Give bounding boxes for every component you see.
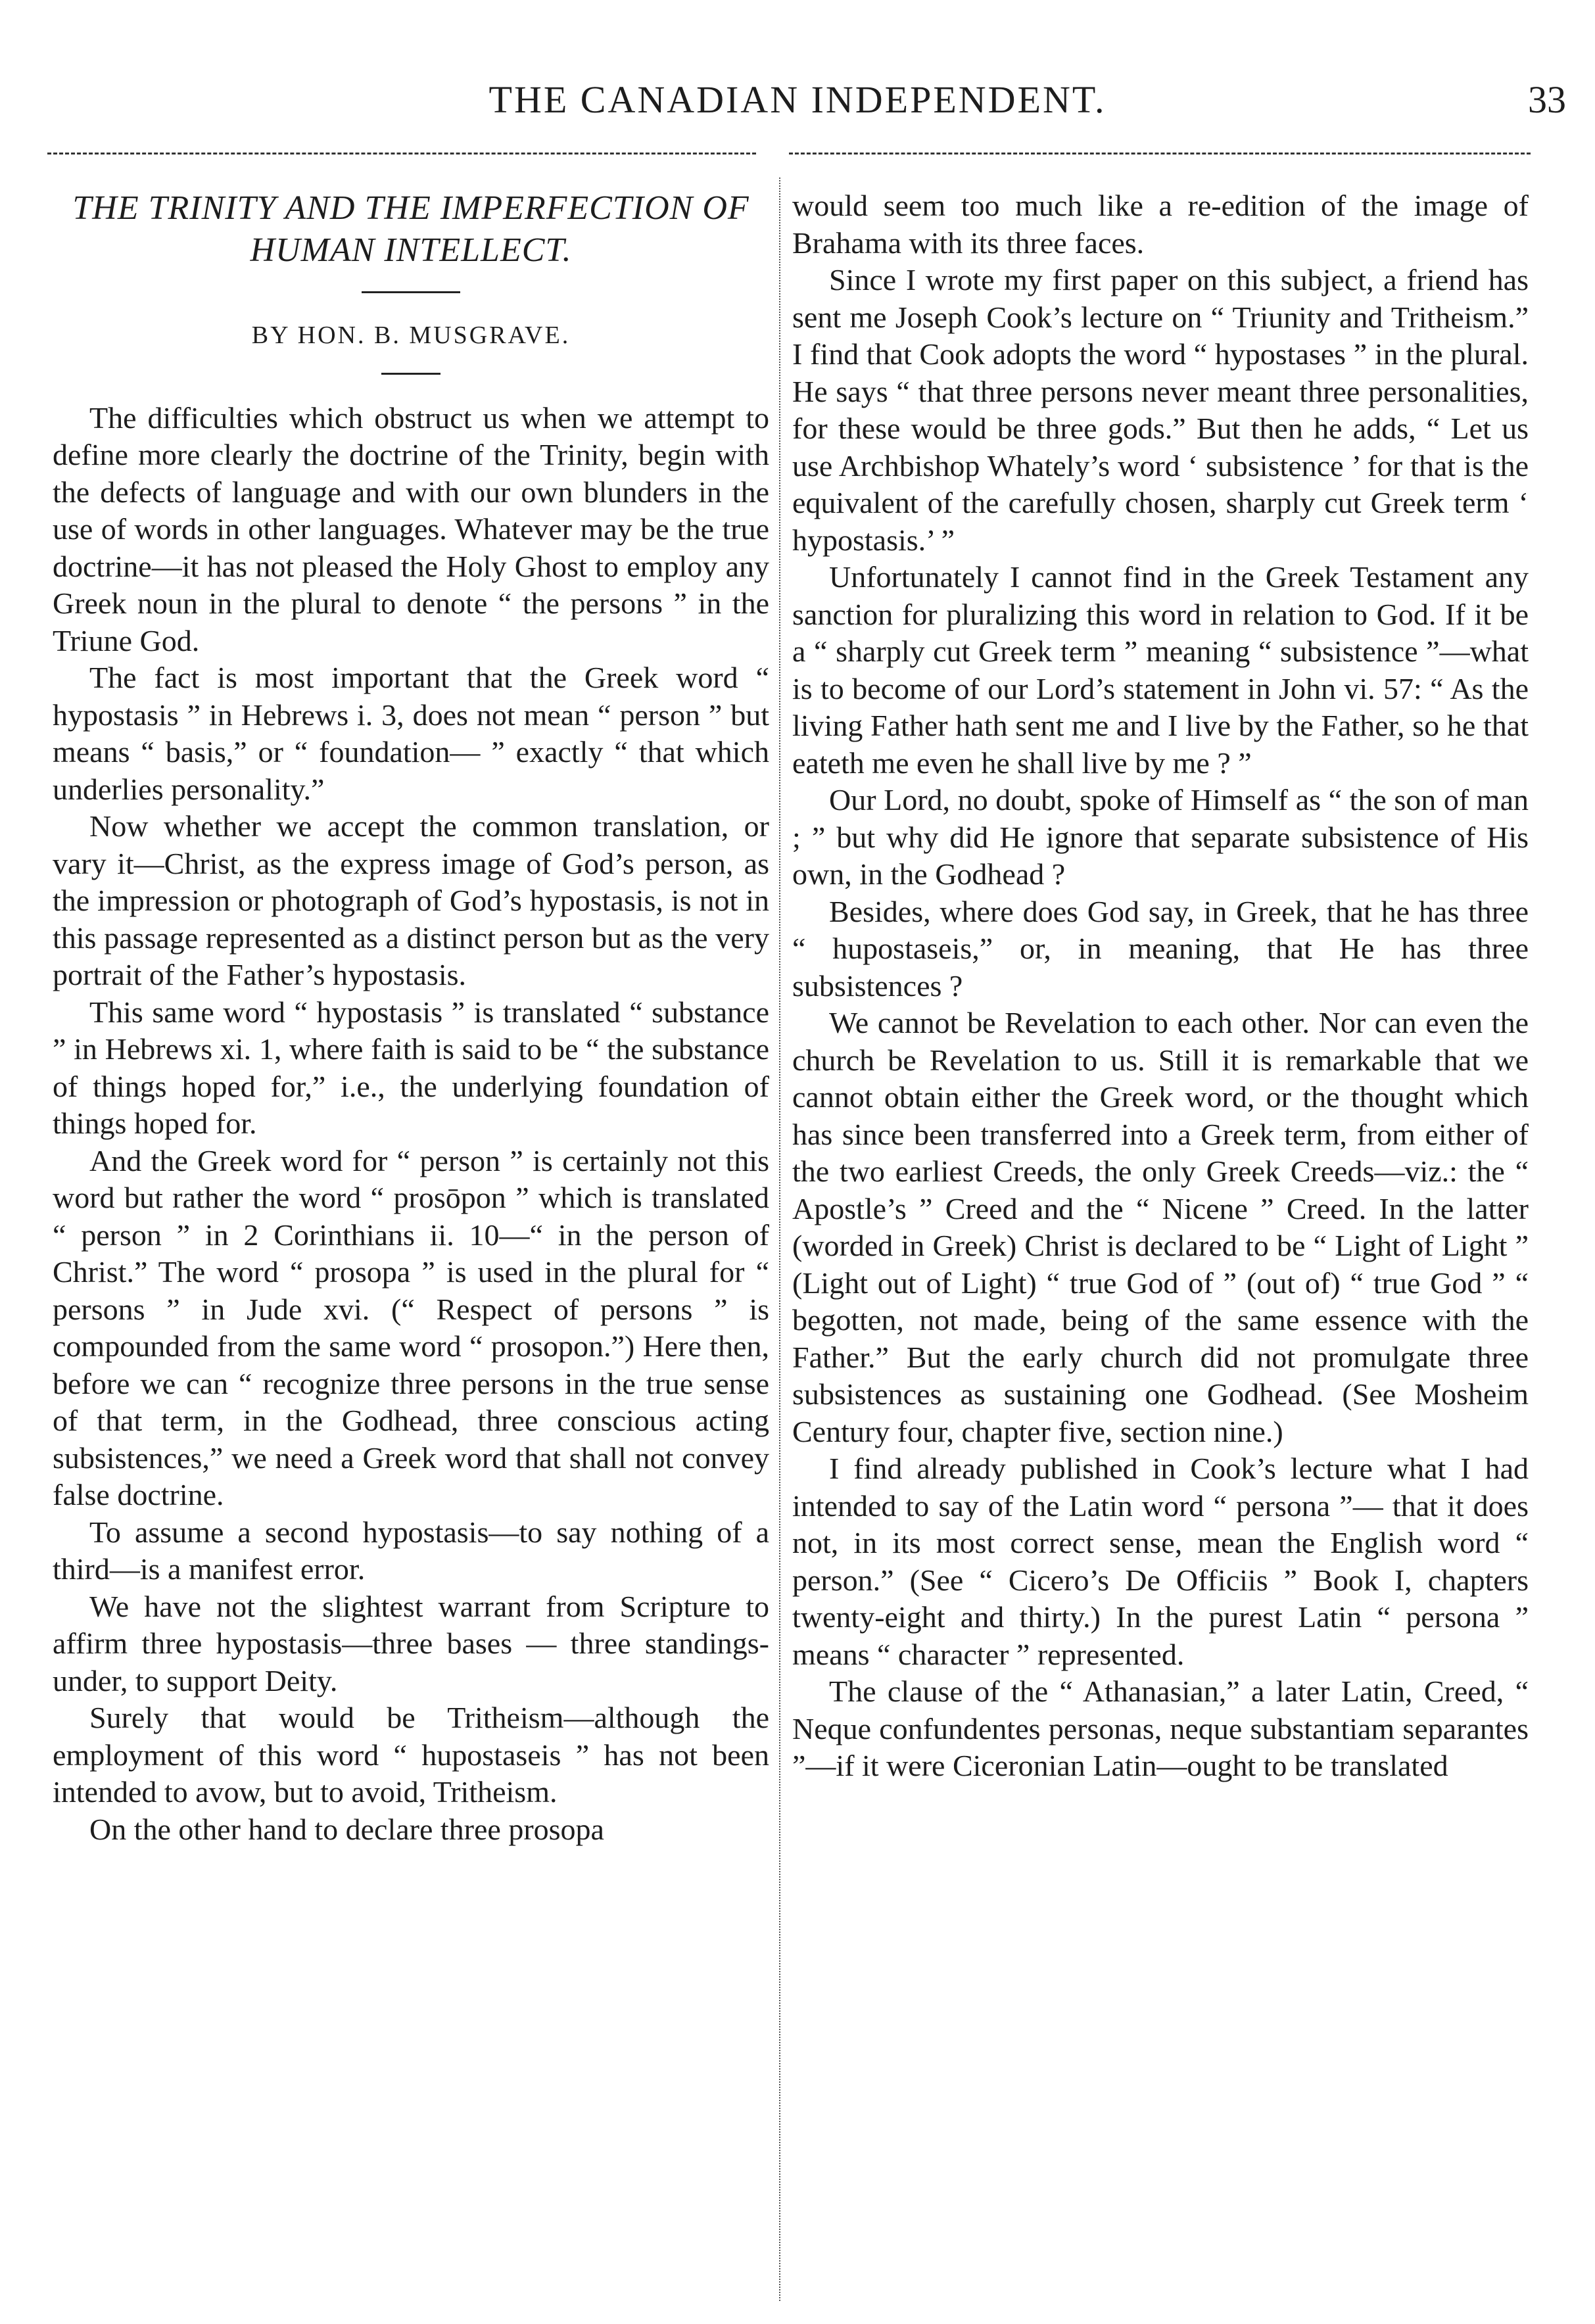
- paragraph: Now whether we accept the common translation, or vary it—Christ, as the express image of God’s person, as the impression or photograph of God’s hypostasis, is not in this passage represented as a distinct person but as the very portrait of the Father’s hypostasis.: [53, 809, 769, 991]
- left-column: [53, 187, 769, 1848]
- byline: BY HON. B. MUSGRAVE.: [251, 321, 571, 349]
- byline-rule: [381, 373, 440, 375]
- paragraph: I find already published in Cook’s lecture what I had intended to say of the Latin word “ persona ”— that it does not, in its most correct sense, mean the English word “ person.” (See “ Cicero’s De Officiis ” Book I, chapters twenty-eight and thirty.) In the purest Latin “ persona ” means “ character ” represented.: [792, 1452, 1529, 1671]
- paragraph: Besides, where does God say, in Greek, that he has three “ hupostaseis,” or, in meaning, that He has three subsistences ?: [792, 894, 1529, 1003]
- header-rule-right: [789, 153, 1531, 154]
- paragraph: We cannot be Revelation to each other. Nor can even the church be Revelation to us. Still it is remarkable that we cannot obtain either the Greek word, or the thought which has since been transferred into a Greek term, from either of the two earliest Creeds, the only Greek Creeds—viz.: the “ Apostle’s ” Creed and the “ Nicene ” Creed. In the latter (worded in Greek) Christ is declared to be “ Light of Light ” (Light out of Light) “ true God of ” (out of) “ true God ” “ begotten, not made, being of the same essence with the Father.” But the early church did not promulgate three subsistences as sustaining one Godhead. (See Mosheim Century four, chapter five, section nine.): [792, 1006, 1529, 1448]
- paragraph: The clause of the “ Athanasian,” a later Latin, Creed, “ Neque confundentes personas, neque substantiam separantes ”—if it were Ciceronian Latin—ought to be translated: [792, 1674, 1529, 1782]
- column-divider: [779, 178, 780, 2301]
- paragraph: We have not the slightest warrant from Scripture to affirm three hypostasis—three bases — three standings-under, to support Deity.: [53, 1589, 769, 1697]
- paragraph: And the Greek word for “ person ” is certainly not this word but rather the word “ prosōpon ” which is translated “ person ” in 2 Corinthians ii. 10—“ in the person of Christ.” The word “ prosopa ” is used in the plural for “ persons ” in Jude xvi. (“ Respect of persons ” is compounded from the same word “ prosopon.”) Here then, before we can “ recognize three persons in the true sense of that term, in the Godhead, three conscious acting subsistences,” we need a Greek word that shall not convey false doctrine.: [53, 1143, 769, 1511]
- running-head: [0, 78, 1595, 130]
- paragraph-continued: would seem too much like a re-edition of the image of Brahama with its three faces.: [792, 189, 1529, 260]
- right-column: [792, 187, 1529, 1785]
- page-number: 33: [1528, 78, 1566, 121]
- journal-title: THE CANADIAN INDEPENDENT.: [488, 78, 1107, 121]
- paragraph: The difficulties which obstruct us when we attempt to define more clearly the doctrine of the Trinity, begin with the defects of language and with our own blunders in the use of words in other languages. Whatever may be the true doctrine—it has not pleased the Holy Ghost to employ any Greek noun in the plural to denote “ the persons ” in the Triune God.: [53, 400, 769, 657]
- paragraph: To assume a second hypostasis—to say nothing of a third—is a manifest error.: [53, 1515, 769, 1586]
- header-rule-left: [47, 153, 756, 154]
- paragraph: On the other hand to declare three prosopa: [89, 1812, 604, 1846]
- paragraph: Surely that would be Tritheism—although the employment of this word “ hupostaseis ” has not been intended to avow, but to avoid, Tritheism.: [53, 1701, 769, 1809]
- paragraph: Unfortunately I cannot find in the Greek Testament any sanction for pluralizing this word in relation to God. If it be a “ sharply cut Greek term ” meaning “ subsistence ”—what is to become of our Lord’s statement in John vi. 57: “ As the living Father hath sent me and I live by the Father, so he that eateth me even he shall live by me ? ”: [792, 560, 1529, 780]
- paragraph: Our Lord, no doubt, spoke of Himself as “ the son of man ; ” but why did He ignore that separate subsistence of His own, in the Godhead ?: [792, 783, 1529, 891]
- article-title: THE TRINITY AND THE IMPERFECTION OF HUMAN INTELLECT.: [72, 189, 750, 269]
- title-rule: [362, 291, 460, 293]
- paragraph: The fact is most important that the Greek word “ hypostasis ” in Hebrews i. 3, does not mean “ person ” but means “ basis,” or “ foundation— ” exactly “ that which underlies personality.”: [53, 661, 769, 806]
- paragraph: Since I wrote my first paper on this subject, a friend has sent me Joseph Cook’s lecture on “ Triunity and Tritheism.” I find that Cook adopts the word “ hypostases ” in the plural. He says “ that three persons never meant three personalities, for these would be three gods.” But then he adds, “ Let us use Archbishop Whately’s word ‘ subsistence ’ for that is the equivalent of the carefully chosen, sharply cut Greek term ‘ hypostasis.’ ”: [792, 263, 1529, 557]
- paragraph: This same word “ hypostasis ” is translated “ substance ” in Hebrews xi. 1, where faith is said to be “ the substance of things hoped for,” i.e., the underlying foundation of things hoped for.: [53, 995, 769, 1140]
